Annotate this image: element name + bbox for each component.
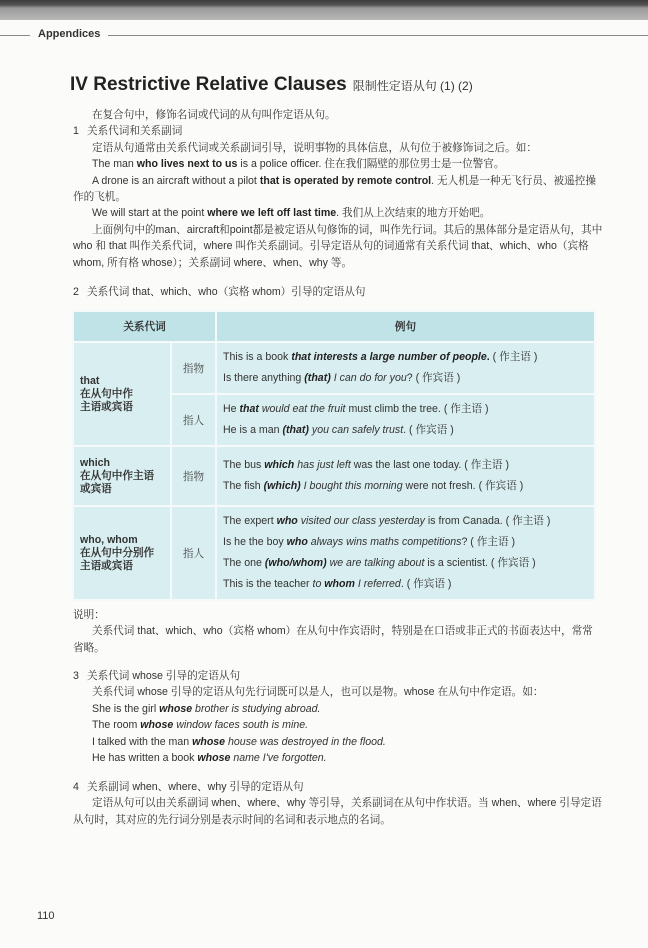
- page-number: 110: [37, 910, 55, 922]
- emphasis-segment: you can safely trust: [308, 424, 404, 436]
- emphasis-segment: window faces south is mine.: [173, 719, 309, 732]
- pronoun-cell: [73, 342, 171, 446]
- example: [223, 574, 588, 595]
- example: [223, 553, 588, 574]
- example: [223, 420, 588, 441]
- role: 在从句中分别作主语或宾语: [80, 546, 155, 572]
- emphasis-segment: (which): [263, 480, 301, 492]
- pronoun: which: [80, 456, 111, 469]
- section-3: [73, 668, 603, 766]
- section-title: 关系代词和关系副词: [87, 125, 183, 138]
- table-row: [73, 446, 595, 506]
- text-segment: . ( 作宾语 ): [400, 578, 452, 590]
- pronoun-cell: [73, 446, 171, 506]
- text-segment: She is the girl: [92, 702, 160, 715]
- emphasis-segment: visited our class yesterday: [297, 515, 425, 527]
- paragraph: 上面例句中的man、aircraft和point都是被定语从句修饰的词，叫作先行词。其后的黑体部分是定语从句，其中 who 和 that 叫作关系代词，where 叫作关系副词。引导定语从句的词通常有关系代词 that、which、who（宾格 whom, 所有格 whose）；关系副词 where、when、why 等。: [73, 223, 603, 269]
- emphasis-segment: who: [286, 536, 308, 548]
- emphasis-segment: where we left off last time: [207, 207, 337, 220]
- section-title: 关系代词 that、which、who（宾格 whom）引导的定语从句: [87, 286, 366, 298]
- header-rule: [0, 35, 30, 36]
- emphasis-segment: which: [264, 459, 295, 471]
- emphasis-segment: to: [312, 578, 325, 590]
- intro: 在复合句中，修饰名词或代词的从句叫作定语从句。: [92, 109, 336, 121]
- text-segment: . 无人机是一种无飞行员、被遥控操作的飞机。: [73, 174, 596, 204]
- table-header: [73, 311, 595, 342]
- reference-type: 指物: [171, 342, 216, 394]
- table-row: [73, 506, 595, 600]
- text-segment: A drone is an aircraft without a pilot: [92, 174, 260, 187]
- text-segment: . 我们从上次结束的地方开始吧。: [336, 207, 491, 220]
- text-segment: were not fresh. ( 作宾语 ): [402, 480, 524, 492]
- example: [223, 532, 588, 553]
- emphasis-segment: whose: [140, 719, 174, 732]
- text-segment: This is a book: [223, 351, 292, 363]
- text-segment: The one: [223, 557, 265, 569]
- text-segment: ? ( 作主语 ): [461, 536, 516, 548]
- example: [223, 476, 588, 497]
- text-segment: The room: [92, 719, 141, 732]
- emphasis-segment: whose: [197, 752, 231, 765]
- text-segment: must climb the tree. ( 作主语 ): [345, 403, 489, 415]
- text-segment: He: [223, 403, 240, 415]
- text-segment: I talked with the man: [92, 735, 193, 748]
- scan-edge: [0, 0, 648, 20]
- section-heading: [73, 284, 603, 300]
- emphasis-segment: whose: [159, 702, 193, 715]
- examples-cell: [216, 446, 595, 506]
- example: [73, 205, 603, 221]
- reference-type: 指人: [171, 506, 216, 600]
- text-segment: The man: [92, 158, 137, 171]
- text-segment: The bus: [223, 459, 265, 471]
- note-label: 说明：: [73, 609, 105, 621]
- text-segment: ? ( 作宾语 ): [406, 372, 461, 384]
- running-header: Appendices: [38, 28, 101, 40]
- section-title: 关系代词 whose 引导的定语从句: [87, 670, 241, 682]
- emphasis-segment: whose: [192, 735, 226, 748]
- emphasis-segment: we are talking about: [326, 557, 425, 569]
- relative-pronoun-table: [72, 310, 596, 601]
- example: [73, 750, 603, 766]
- text-segment: ( 作主语 ): [489, 351, 538, 363]
- text-segment: The fish: [223, 480, 264, 492]
- pronoun: that: [80, 374, 100, 387]
- role: 在从句中作主语或宾语: [80, 469, 155, 495]
- examples-cell: [216, 506, 595, 600]
- emphasis-segment: I bought this morning: [300, 480, 403, 492]
- text-segment: He has written a book: [92, 752, 198, 765]
- example: [223, 347, 588, 368]
- text-segment: is a scientist. ( 作宾语 ): [424, 557, 536, 569]
- section-heading: [73, 668, 603, 684]
- paragraph: 定语从句通常由关系代词或关系副词引导，说明事物的具体信息，从句位于被修饰词之后。如：: [92, 141, 537, 154]
- paragraph: 定语从句可以由关系副词 when、where、why 等引导，关系副词在从句中作状语。当 when、where 引导定语从句时，其对应的先行词分别是表示时间的名词和表示地点的名词。: [73, 797, 602, 826]
- emphasis-segment: would eat the fruit: [258, 403, 346, 415]
- example: [73, 156, 603, 172]
- title-main: IV Restrictive Relative Clauses: [70, 74, 347, 95]
- title-sub: 限制性定语从句 (1) (2): [352, 79, 473, 93]
- emphasis-segment: brother is studying abroad.: [192, 702, 321, 715]
- text-segment: The expert: [223, 515, 277, 527]
- emphasis-segment: I referred: [354, 578, 401, 590]
- example: [223, 399, 588, 420]
- column-header: 例句: [216, 311, 595, 342]
- page-title: [70, 74, 473, 96]
- emphasis-segment: who lives next to us: [136, 158, 238, 171]
- text-segment: He is a man: [223, 424, 283, 436]
- example: [223, 368, 588, 389]
- example: [73, 701, 603, 717]
- emphasis-segment: that interests a large number of people: [291, 351, 487, 363]
- text-segment: Is he the boy: [223, 536, 287, 548]
- section-number: 2: [73, 286, 79, 298]
- text-segment: is from Canada. ( 作主语 ): [424, 515, 551, 527]
- emphasis-segment: who: [276, 515, 298, 527]
- emphasis-segment: name I've forgotten.: [230, 752, 327, 765]
- example: [223, 511, 588, 532]
- emphasis-segment: always wins maths competitions: [307, 536, 462, 548]
- section-number: 3: [73, 670, 79, 682]
- examples-cell: [216, 342, 595, 394]
- emphasis-segment: (who/whom): [264, 557, 327, 569]
- table-row: [73, 342, 595, 394]
- header-rule: [108, 35, 648, 36]
- example: [223, 455, 588, 476]
- text-segment: Is there anything: [223, 372, 305, 384]
- emphasis-segment: has just left: [294, 459, 351, 471]
- text-segment: We will start at the point: [92, 207, 208, 220]
- example: [73, 173, 603, 206]
- section-number: 4: [73, 781, 79, 793]
- emphasis-segment: I can do for you: [330, 372, 407, 384]
- section-heading: [73, 779, 603, 795]
- note-text: 关系代词 that、which、who（宾格 whom）在从句中作宾语时，特别是在口语或非正式的书面表达中，常常省略。: [73, 625, 593, 654]
- text-segment: was the last one today. ( 作主语 ): [350, 459, 509, 471]
- emphasis-segment: (that): [282, 424, 309, 436]
- reference-type: 指人: [171, 394, 216, 446]
- emphasis-segment: that is operated by remote control: [259, 174, 432, 187]
- note: [73, 607, 603, 656]
- text-segment: . ( 作宾语 ): [403, 424, 454, 436]
- section-title: 关系副词 when、where、why 引导的定语从句: [87, 781, 304, 793]
- example: [73, 717, 603, 733]
- section-number: 1: [73, 125, 79, 138]
- emphasis-segment: that: [239, 403, 259, 415]
- example: [73, 734, 603, 750]
- column-header: 关系代词: [73, 311, 216, 342]
- text-segment: is a police officer. 住在我们隔壁的那位男士是一位警官。: [237, 158, 505, 171]
- emphasis-segment: whom: [324, 578, 355, 590]
- paragraph: 关系代词 whose 引导的定语从句先行词既可以是人，也可以是物。whose 在从句中作定语。如：: [92, 686, 544, 699]
- pronoun: who, whom: [80, 533, 138, 546]
- examples-cell: [216, 394, 595, 446]
- role: 在从句中作主语或宾语: [80, 387, 133, 413]
- emphasis-segment: house was destroyed in the flood.: [225, 735, 386, 748]
- pronoun-cell: [73, 506, 171, 600]
- section-4: [73, 779, 603, 828]
- reference-type: 指物: [171, 446, 216, 506]
- section-1: [73, 107, 603, 271]
- section-heading: [73, 123, 603, 139]
- emphasis-segment: (that): [304, 372, 331, 384]
- emphasis-segment: .: [486, 351, 490, 363]
- text-segment: This is the teacher: [223, 578, 313, 590]
